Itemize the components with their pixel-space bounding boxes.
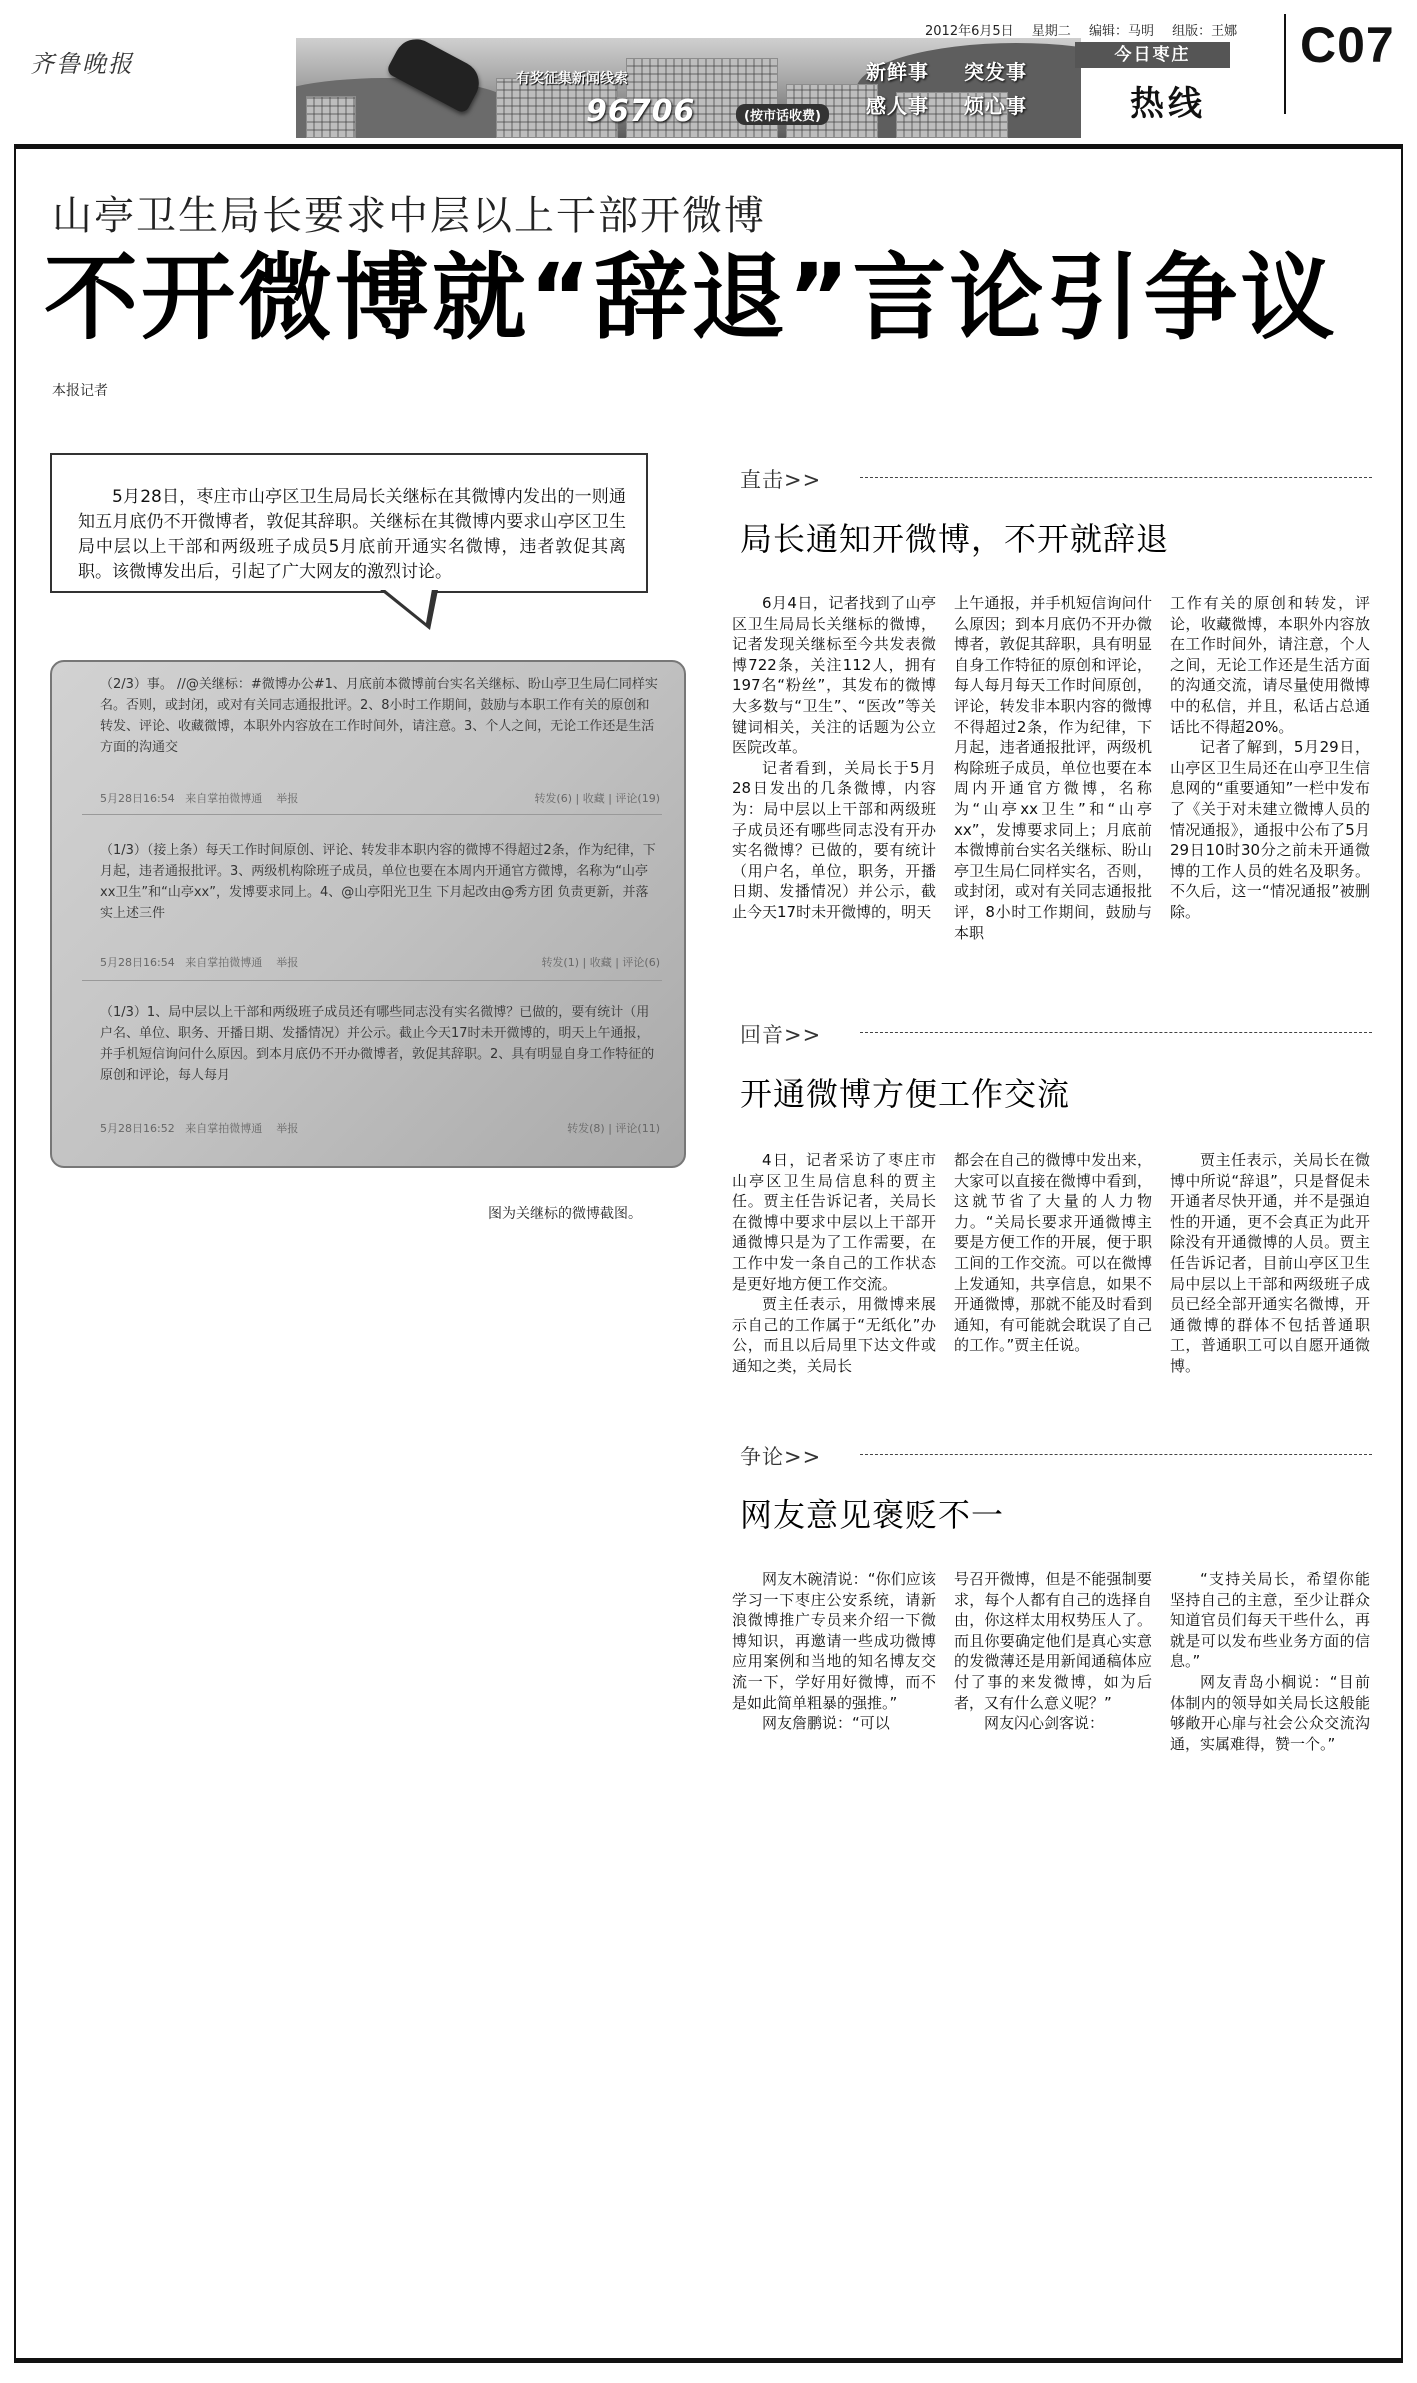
label-dash-rule (860, 477, 1372, 478)
article-3-column-2 (954, 1569, 1152, 1734)
post-source: 来自掌拍微博通 (185, 956, 263, 969)
post-source: 来自掌拍微博通 (185, 1122, 263, 1135)
editor-credit: 编辑：马明 (1088, 24, 1154, 39)
byline: 本报记者 (52, 383, 108, 399)
paragraph: 网友青岛小榈说：“目前体制内的领导如关局长这般能够敞开心扉与社会公众交流沟通，实属难得，赞一个。” (1170, 1672, 1370, 1753)
paragraph: 都会在自己的微博中发出来，大家可以直接在微博中看到，这就节省了大量的人力物力。“关局长要求开通微博主要是方便工作的开展，便于职工间的工作交流。可以在微博上发通知，共享信息，如果不开通微博，那就不能及时看到通知，有可能就会耽误了自己的工作。”贾主任说。 (954, 1151, 1152, 1355)
section-name: 热线 (1130, 84, 1206, 124)
post-time: 5月28日16:54 (100, 956, 175, 969)
post-divider (82, 980, 662, 981)
hotline-note: (按市话收费) (736, 104, 829, 125)
bottom-rule (14, 2358, 1403, 2363)
region-tag: 今日枣庄 (1075, 42, 1230, 68)
weibo-post: （1/3）（接上条）每天工作时间原创、评论、转发非本职内容的微博不得超过2条，作为纪律，下月起，违者通报批评。3、两级机构除班子成员，单位也要在本周内开通官方微博，名称为“山亭xx卫生”和“山亭xx”，发博要求同上。4、@山亭阳光卫生 下月起改由@秀方团 负责更新，并落实上述三件 (100, 843, 656, 921)
paragraph: 贾主任表示，关局长在微博中所说“辞退”，只是督促未开通者尽快开通，并不是强迫性的开通，更不会真正为此开除没有开通微博的人员。贾主任告诉记者，目前山亭区卫生局中层以上干部和两级班子成员已经全部开通实名微博，开通微博的群体不包括普通职工，普通职工可以自愿开通微博。 (1170, 1151, 1370, 1375)
hotline-number: 96706 (586, 94, 696, 129)
paragraph: 贾主任表示，用微博来展示自己的工作属于“无纸化”办公，而且以后局里下达文件或通知之类，关局长 (732, 1295, 936, 1375)
paragraph: 记者了解到，5月29日，山亭区卫生局还在山亭卫生信息网的“重要通知”一栏中发布了《关于对未建立微博人员的情况通报》，通报中公布了5月29日10时30分之前未开通微博的工作人员的姓名及职务。不久后，这一“情况通报”被删除。 (1170, 738, 1370, 921)
paragraph: 号召开微博，但是不能强制要求，每个人都有自己的选择自由，你这样太用权势压人了。而且你要确定他们是真心实意的发微薄还是用新闻通稿体应付了事的来发微博，如为后者，又有什么意义呢？” (954, 1570, 1152, 1712)
frame-right (1401, 144, 1403, 2363)
post-actions: 转发(6) | 收藏 | 评论(19) (534, 792, 660, 805)
label-dash-rule (860, 1454, 1372, 1455)
post-meta (100, 954, 660, 970)
paragraph: 网友木碗清说：“你们应该学习一下枣庄公安系统，请新浪微博推广专员来介绍一下微博知识，再邀请一些成功微博应用案例和当地的知名博友交流一下，学好用好微博，而不是如此简单粗暴的强推。” (732, 1570, 936, 1712)
newspaper-logo: 齐鲁晚报 (30, 50, 134, 78)
post-report: 举报 (276, 1122, 299, 1135)
article-1-column-3 (1170, 593, 1370, 923)
paragraph: 网友闪心剑客说： (984, 1714, 1105, 1733)
post-source: 来自掌拍微博通 (185, 792, 263, 805)
post-actions: 转发(1) | 收藏 | 评论(6) (541, 956, 660, 969)
post-time: 5月28日16:52 (100, 1122, 175, 1135)
article-1-column-1 (732, 593, 936, 923)
article-2-column-3 (1170, 1150, 1370, 1377)
post-report: 举报 (276, 956, 299, 969)
weibo-post: （2/3）事。 //@关继标：#微博办公#1、月底前本微博前台实名关继标、盼山亭卫生局仁同样实名。否则，或封闭，或对有关同志通报批评。2、8小时工作期间，鼓励与本职工作有关的原创和转发、评论、收藏微博，本职外内容放在工作时间外，请注意。3、个人之间，无论工作还是生活方面的沟通交 (100, 677, 658, 755)
article-3-column-1 (732, 1569, 936, 1734)
paragraph: “支持关局长，希望你能坚持自己的主意，至少让群众知道官员们每天干些什么，再就是可以发布些业务方面的信息。” (1170, 1570, 1370, 1671)
article-3-title: 网友意见褒贬不一 (740, 1496, 1005, 1534)
post-actions: 转发(8) | 评论(11) (567, 1122, 660, 1135)
article-2-column-1 (732, 1150, 936, 1377)
issue-weekday: 星期二 (1031, 24, 1071, 39)
post-meta (100, 1120, 660, 1136)
paragraph: 工作有关的原创和转发，评论，收藏微博，本职外内容放在工作时间外，请注意，个人之间，无论工作还是生活方面的沟通交流，请尽量使用微博中的私信，并且，私话占总通话比不得超20%。 (1170, 594, 1370, 736)
post-time: 5月28日16:54 (100, 792, 175, 805)
page-number: C07 (1300, 17, 1395, 73)
post-divider (82, 814, 662, 815)
article-3-label: 争论>> (740, 1445, 822, 1469)
lead-callout (50, 453, 648, 593)
top-rule (14, 144, 1403, 149)
article-1-column-2 (954, 593, 1152, 943)
post-meta (100, 790, 660, 806)
article-2-column-2 (954, 1150, 1152, 1356)
slogan: 突发事 (964, 60, 1027, 84)
callout-pointer-fill (384, 589, 432, 623)
article-3-column-3 (1170, 1569, 1370, 1754)
paragraph: 上午通报，并手机短信询问什么原因；到本月底仍不开办微博者，敦促其辞职，具有明显自身工作特征的原创和评论，每人每月每天工作时间原创，评论，转发非本职内容的微博不得超过2条，作为纪律，下月起，违者通报批评，两级机构除班子成员，单位也要在本周内开通官方微博，名称为“山亭xx卫生”和“山亭xx”，发博要求同上；月底前本微博前台实名关继标、盼山亭卫生局仁同样实名，否则，或封闭，或对有关同志通报批评，8小时工作期间，鼓励与本职 (954, 594, 1152, 942)
hotline-banner (296, 38, 1081, 138)
banner-label: 有奖征集新闻线索 (516, 71, 628, 87)
paragraph: 4日，记者采访了枣庄市山亭区卫生局信息科的贾主任。贾主任告诉记者，关局长在微博中要求中层以上干部开通微博只是为了工作需要，在工作中发一条自己的工作状态是更好地方便工作交流。 (732, 1151, 936, 1293)
slogan: 新鲜事 (866, 60, 929, 84)
masthead-divider (1284, 14, 1286, 114)
weibo-screenshot-photo (50, 660, 686, 1168)
paragraph: 6月4日，记者找到了山亭区卫生局局长关继标的微博，记者发现关继标至今共发表微博722条，关注112人，拥有197名“粉丝”，其发布的微博大多数与“卫生”、“医改”等关键词相关，关注的话题为公立医院改革。 (732, 594, 936, 757)
lead-text: 5月28日，枣庄市山亭区卫生局局长关继标在其微博内发出的一则通知五月底仍不开微博者，敦促其辞职。关继标在其微博内要求山亭区卫生局中层以上干部和两级班子成员5月底前开通实名微博，违者敦促其离职。该微博发出后，引起了广大网友的激烈讨论。 (78, 487, 626, 582)
post-report: 举报 (276, 792, 299, 805)
weibo-post: （1/3）1、局中层以上干部和两级班子成员还有哪些同志没有实名微博？已做的，要有统计（用户名、单位、职务、开播日期、发播情况）并公示。截止今天17时未开微博的，明天上午通报，并手机短信询问什么原因。到本月底仍不开办微博者，敦促其辞职。2、具有明显自身工作特征的原创和评论，每人每月 (100, 1005, 655, 1083)
issue-date: 2012年6月5日 (925, 24, 1014, 39)
article-2-title: 开通微博方便工作交流 (740, 1075, 1071, 1113)
paragraph: 网友詹鹏说：“可以 (762, 1714, 890, 1733)
dateline (925, 20, 1251, 39)
main-headline: 不开微博就“辞退”言论引争议 (44, 244, 1338, 353)
article-1-label: 直击>> (740, 468, 822, 492)
slogan: 烦心事 (964, 94, 1027, 118)
banner-building (306, 96, 356, 138)
headline-kicker: 山亭卫生局长要求中层以上干部开微博 (52, 193, 766, 239)
article-2-label: 回音>> (740, 1023, 822, 1047)
designer-credit: 组版：王娜 (1172, 24, 1238, 39)
photo-caption: 图为关继标的微博截图。 (488, 1206, 642, 1222)
article-1-title: 局长通知开微博，不开就辞退 (740, 520, 1170, 558)
slogan: 感人事 (866, 94, 929, 118)
label-dash-rule (860, 1032, 1372, 1033)
paragraph: 记者看到，关局长于5月28日发出的几条微博，内容为：局中层以上干部和两级班子成员还有哪些同志没有开办实名微博？已做的，要有统计（用户名，单位，职务，开播日期、发播情况）并公示，截止今天17时未开微博的，明天 (732, 758, 936, 921)
frame-left (14, 144, 16, 2363)
